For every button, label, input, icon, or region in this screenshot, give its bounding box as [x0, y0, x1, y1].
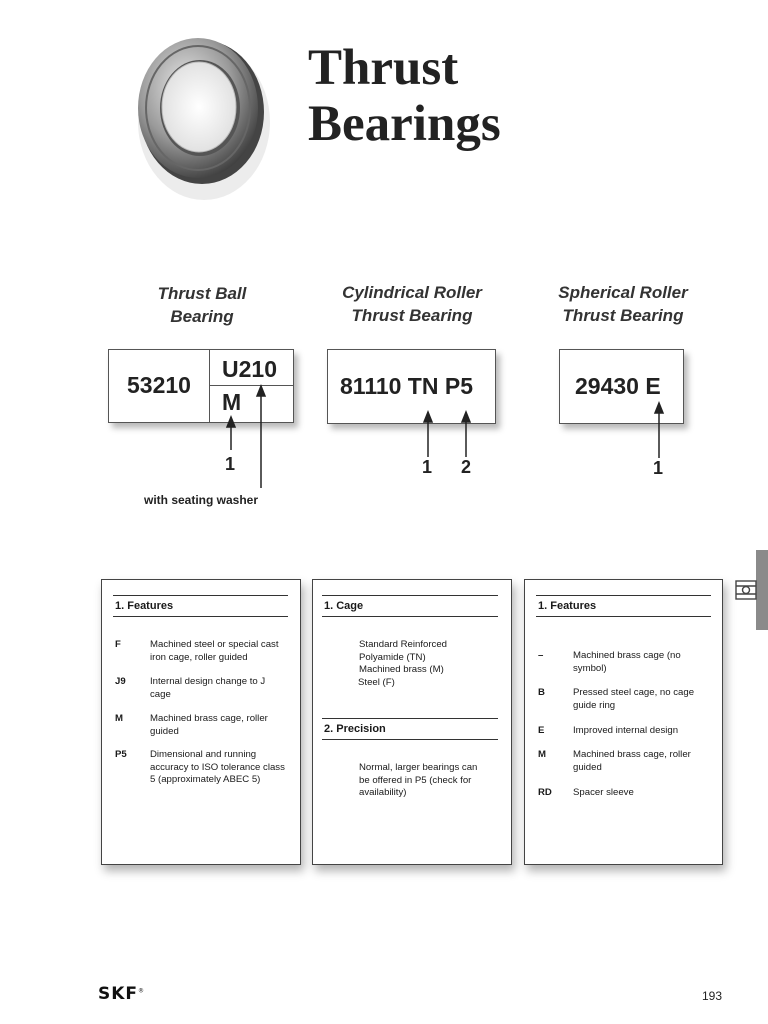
callout-number: 2: [461, 457, 472, 477]
designation-washer-code: U210: [222, 356, 277, 382]
section-heading-cage: 1. Cage: [322, 595, 498, 617]
feature-code: F: [115, 639, 121, 650]
seating-washer-note: with seating washer: [144, 493, 259, 507]
arrow-up-icon: [424, 412, 432, 422]
feature-code: P5: [115, 749, 127, 760]
arrow-up-icon: [462, 412, 470, 422]
feature-code: B: [538, 687, 545, 698]
designation-main-number: 53210: [127, 372, 191, 398]
column-heading-cylindrical-roller: Cylindrical Roller Thrust Bearing: [342, 283, 482, 325]
page-number: 193: [702, 989, 723, 1003]
callout-number: 1: [422, 457, 433, 477]
section-heading: 1. Features: [113, 595, 288, 617]
section-heading: 1. Features: [536, 595, 711, 617]
page-title-line-1: Thrust: [308, 40, 459, 96]
feature-code: RD: [538, 787, 552, 798]
skf-logo: SKF®: [98, 984, 145, 1004]
cage-options: Standard Reinforced Polyamide (TN) Machined brass (M) Steel (F): [358, 639, 447, 688]
feature-code: M: [538, 749, 546, 760]
precision-note: Normal, larger bearings can be offered in P5 (check for availability): [359, 762, 478, 798]
feature-code: J9: [115, 676, 126, 687]
feature-code: –: [538, 650, 544, 661]
bearing-section-icon: [734, 578, 758, 602]
cage-precision-card: [312, 579, 512, 865]
designation-text: 29430 E: [575, 373, 661, 399]
arrow-up-icon: [227, 417, 235, 427]
callout-number: 1: [225, 454, 236, 474]
page-title-line-2: Bearings: [308, 96, 501, 152]
section-heading-precision: 2. Precision: [322, 718, 498, 740]
designation-text: 81110 TN P5: [340, 373, 473, 399]
column-heading-thrust-ball: Thrust Ball Bearing: [157, 284, 247, 326]
arrow-up-icon: [655, 403, 663, 413]
features-card-thrust-ball: 1. Features F Machined steel or special cast iron cage, roller guided J9 Internal design change to J cage M Machined brass cage, roller guided P5 Dimensional and running accuracy to ISO tolerance class 5 (approximately ABEC 5): [101, 579, 301, 865]
callout-number: 1: [653, 458, 664, 478]
arrow-up-icon: [257, 386, 265, 396]
feature-code: M: [115, 713, 123, 724]
column-heading-spherical-roller: Spherical Roller Thrust Bearing: [558, 283, 688, 325]
feature-code: E: [538, 725, 545, 736]
designation-suffix: M: [222, 389, 242, 415]
features-card-spherical-roller: 1. Features – Machined brass cage (no symbol) B Pressed steel cage, no cage guide ring E Improved internal design M Machined brass cage, roller guided RD Spacer sleeve: [524, 579, 723, 865]
